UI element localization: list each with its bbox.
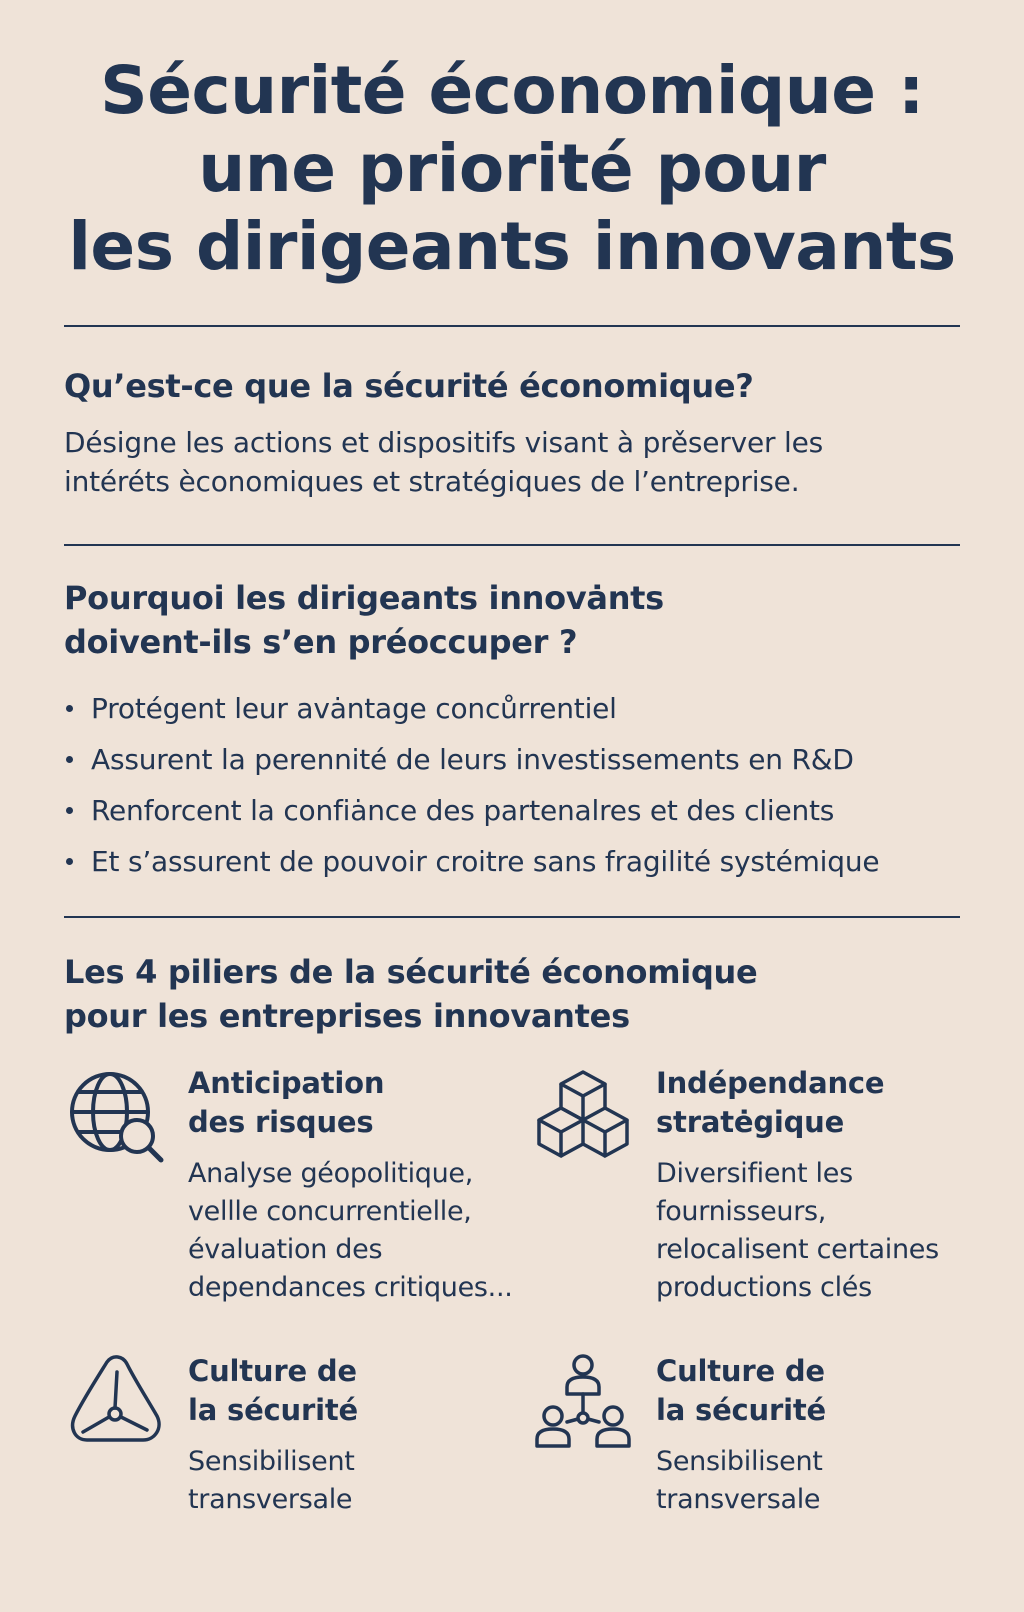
pillar-independance xyxy=(533,1064,983,1324)
pillar-description xyxy=(656,1155,939,1307)
reasons-list xyxy=(64,683,964,887)
pillar-desc-line-2: fournisseurs, xyxy=(656,1196,827,1227)
pillar-desc-line-1: Sensibilisent xyxy=(188,1446,355,1477)
section-why-heading xyxy=(64,576,664,664)
pillar-title-line-1: Culture de xyxy=(656,1354,825,1388)
pillar-title-line-1: Indépendance xyxy=(656,1066,885,1100)
page-title xyxy=(0,52,1024,286)
pillar-desc-line-1: Diversifient les xyxy=(656,1158,853,1189)
section-pillars-heading xyxy=(64,950,757,1038)
definition-line-1: Désigne les actions et dispositifs visant à prěserver les xyxy=(64,426,823,459)
pillar-description xyxy=(188,1155,513,1307)
pillar-culture-1 xyxy=(65,1352,515,1612)
pillar-title xyxy=(656,1352,826,1430)
pillar-desc-line-4: productions clés xyxy=(656,1272,872,1303)
pillar-desc-line-2: transversale xyxy=(656,1484,821,1515)
section-definition-body xyxy=(64,423,964,501)
pillar-culture-2 xyxy=(533,1352,983,1612)
why-heading-line-1: Pourquoi les dirigeants innovȧnts xyxy=(64,579,664,617)
title-line-3: les dirigeants innovants xyxy=(68,208,956,285)
pillar-title-line-2: la sécurité xyxy=(656,1393,826,1427)
pillar-desc-line-2: transversale xyxy=(188,1484,353,1515)
pillar-desc-line-3: évaluation des xyxy=(188,1234,383,1265)
divider-2 xyxy=(64,544,960,546)
pillar-desc-line-1: Sensibilisent xyxy=(656,1446,823,1477)
pillar-title xyxy=(188,1064,384,1142)
pillars-heading-line-2: pour les entreprises innovantes xyxy=(64,997,630,1035)
title-line-2: une priorité pour xyxy=(198,130,826,207)
pillar-title-line-2: la sécurité xyxy=(188,1393,358,1427)
stacked-cubes-icon xyxy=(533,1064,633,1164)
pillar-title xyxy=(188,1352,358,1430)
divider-1 xyxy=(64,325,960,327)
divider-3 xyxy=(64,916,960,918)
definition-line-2: intéréts èconomiques et stratégiques de l’entreprise. xyxy=(64,465,800,498)
pillar-desc-line-3: relocalisent certaines xyxy=(656,1234,939,1265)
pillar-title xyxy=(656,1064,884,1142)
list-item: Renforcent la confiȧnce des partenalres et des clients xyxy=(64,785,964,836)
pillar-title-line-2: stratėgique xyxy=(656,1105,845,1139)
pillar-title-line-1: Culture de xyxy=(188,1354,357,1388)
pillar-desc-line-2: vellle concurrentielle, xyxy=(188,1196,472,1227)
title-line-1: Sécurité économique : xyxy=(100,52,924,129)
pillars-heading-line-1: Les 4 piliers de la sécurité économique xyxy=(64,953,758,991)
pillar-title-line-2: des risques xyxy=(188,1105,374,1139)
list-item: Protégent leur avȧntage concůrrentiel xyxy=(64,683,964,734)
pillar-anticipation xyxy=(65,1064,515,1324)
list-item: Et s’assurent de pouvoir croitre sans fragilité systémique xyxy=(64,836,964,887)
section-definition-heading: Qu’est-ce que la sécurité économique? xyxy=(64,367,754,405)
pillar-description xyxy=(656,1443,823,1519)
globe-search-icon xyxy=(65,1064,165,1164)
pillar-desc-line-1: Analyse géopolitique, xyxy=(188,1158,474,1189)
list-item: Assurent la perennité de leurs investissements en R&D xyxy=(64,734,964,785)
pillar-description xyxy=(188,1443,355,1519)
triangle-knot-icon xyxy=(65,1352,165,1452)
team-network-icon xyxy=(533,1352,633,1452)
pillar-desc-line-4: dependances critiques... xyxy=(188,1272,513,1303)
pillar-title-line-1: Anticipation xyxy=(188,1066,385,1100)
why-heading-line-2: doivent-ils s’en préoccuper ? xyxy=(64,623,578,661)
